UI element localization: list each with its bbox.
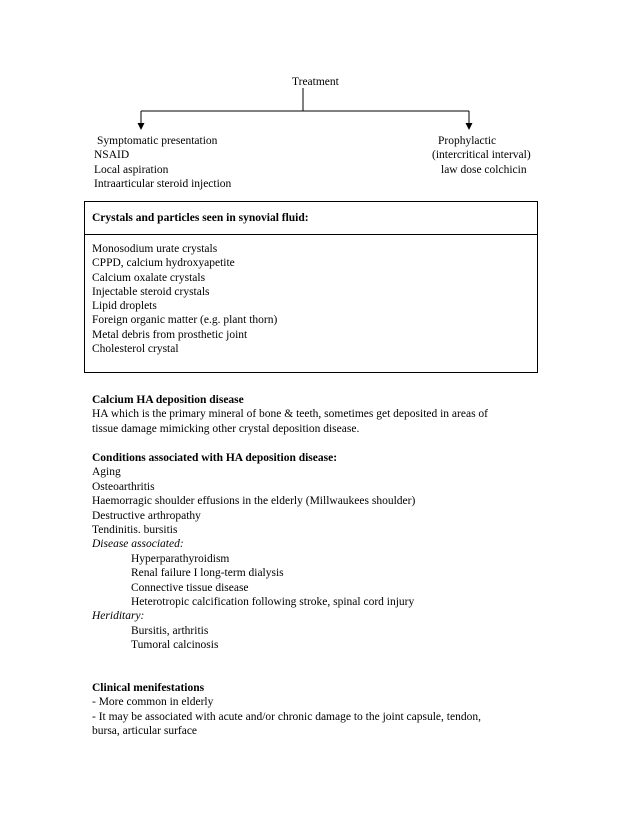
section-heading: Conditions associated with HA deposition disease: (92, 452, 338, 464)
arrow-head-right (466, 123, 473, 130)
crystals-box (84, 201, 538, 373)
symptomatic-item: Intraarticular steroid injection (94, 178, 232, 190)
list-item: Tendinitis. bursitis (92, 524, 178, 537)
list-item: Injectable steroid crystals (92, 285, 210, 298)
list-item: Tumoral calcinosis (131, 639, 219, 652)
list-item: Foreign organic matter (e.g. plant thorn) (92, 314, 278, 327)
symptomatic-item: NSAID (94, 149, 130, 161)
list-item: Metal debris from prosthetic joint (92, 328, 248, 341)
list-item: Destructive arthropathy (92, 509, 201, 522)
list-item: Renal failure I long-term dialysis (131, 567, 284, 580)
list-item: Heterotropic calcification following stroke, spinal cord injury (131, 596, 415, 609)
prophylactic-heading: Prophylactic (438, 135, 497, 147)
list-item: Connective tissue disease (131, 581, 249, 594)
arrow-head-left (138, 123, 145, 130)
crystals-box-header (85, 202, 537, 235)
treatment-title: Treatment (292, 76, 339, 88)
prophylactic-item: law dose colchicin (441, 164, 527, 176)
conditions-section (92, 451, 552, 653)
subsection-label: Heriditary: (92, 610, 145, 623)
paragraph-line: - It may be associated with acute and/or chronic damage to the joint capsule, tendon, (92, 710, 481, 723)
list-item: Haemorragic shoulder effusions in the elderly (Millwaukees shoulder) (92, 495, 416, 508)
list-item: CPPD, calcium hydroxyapetite (92, 257, 235, 270)
list-item: Aging (92, 466, 121, 479)
clinical-section (92, 681, 552, 739)
list-item: Cholesterol crystal (92, 343, 179, 356)
section-heading: Clinical menifestations (92, 682, 205, 694)
symptomatic-heading: Symptomatic presentation (97, 135, 218, 147)
section-heading: Calcium HA deposition disease (92, 394, 244, 406)
list-item: Calcium oxalate crystals (92, 271, 206, 284)
paragraph-line: HA which is the primary mineral of bone & teeth, sometimes get deposited in areas of (92, 408, 489, 421)
crystals-list (85, 235, 537, 356)
subsection-label: Disease associated: (92, 538, 184, 551)
paragraph-line: bursa, articular surface (92, 725, 198, 738)
list-item: Osteoarthritis (92, 480, 155, 493)
symptomatic-item: Local aspiration (94, 164, 169, 176)
ha-disease-section (92, 393, 552, 436)
paragraph-line: - More common in elderly (92, 696, 214, 709)
prophylactic-subheading: (intercritical interval) (432, 149, 531, 161)
list-item: Lipid droplets (92, 300, 157, 313)
list-item: Bursitis, arthritis (131, 624, 209, 637)
list-item: Monosodium urate crystals (92, 243, 218, 255)
paragraph-line: tissue damage mimicking other crystal deposition disease. (92, 422, 360, 435)
list-item: Hyperparathyroidism (131, 552, 230, 565)
crystals-box-heading: Crystals and particles seen in synovial fluid: (92, 212, 309, 224)
